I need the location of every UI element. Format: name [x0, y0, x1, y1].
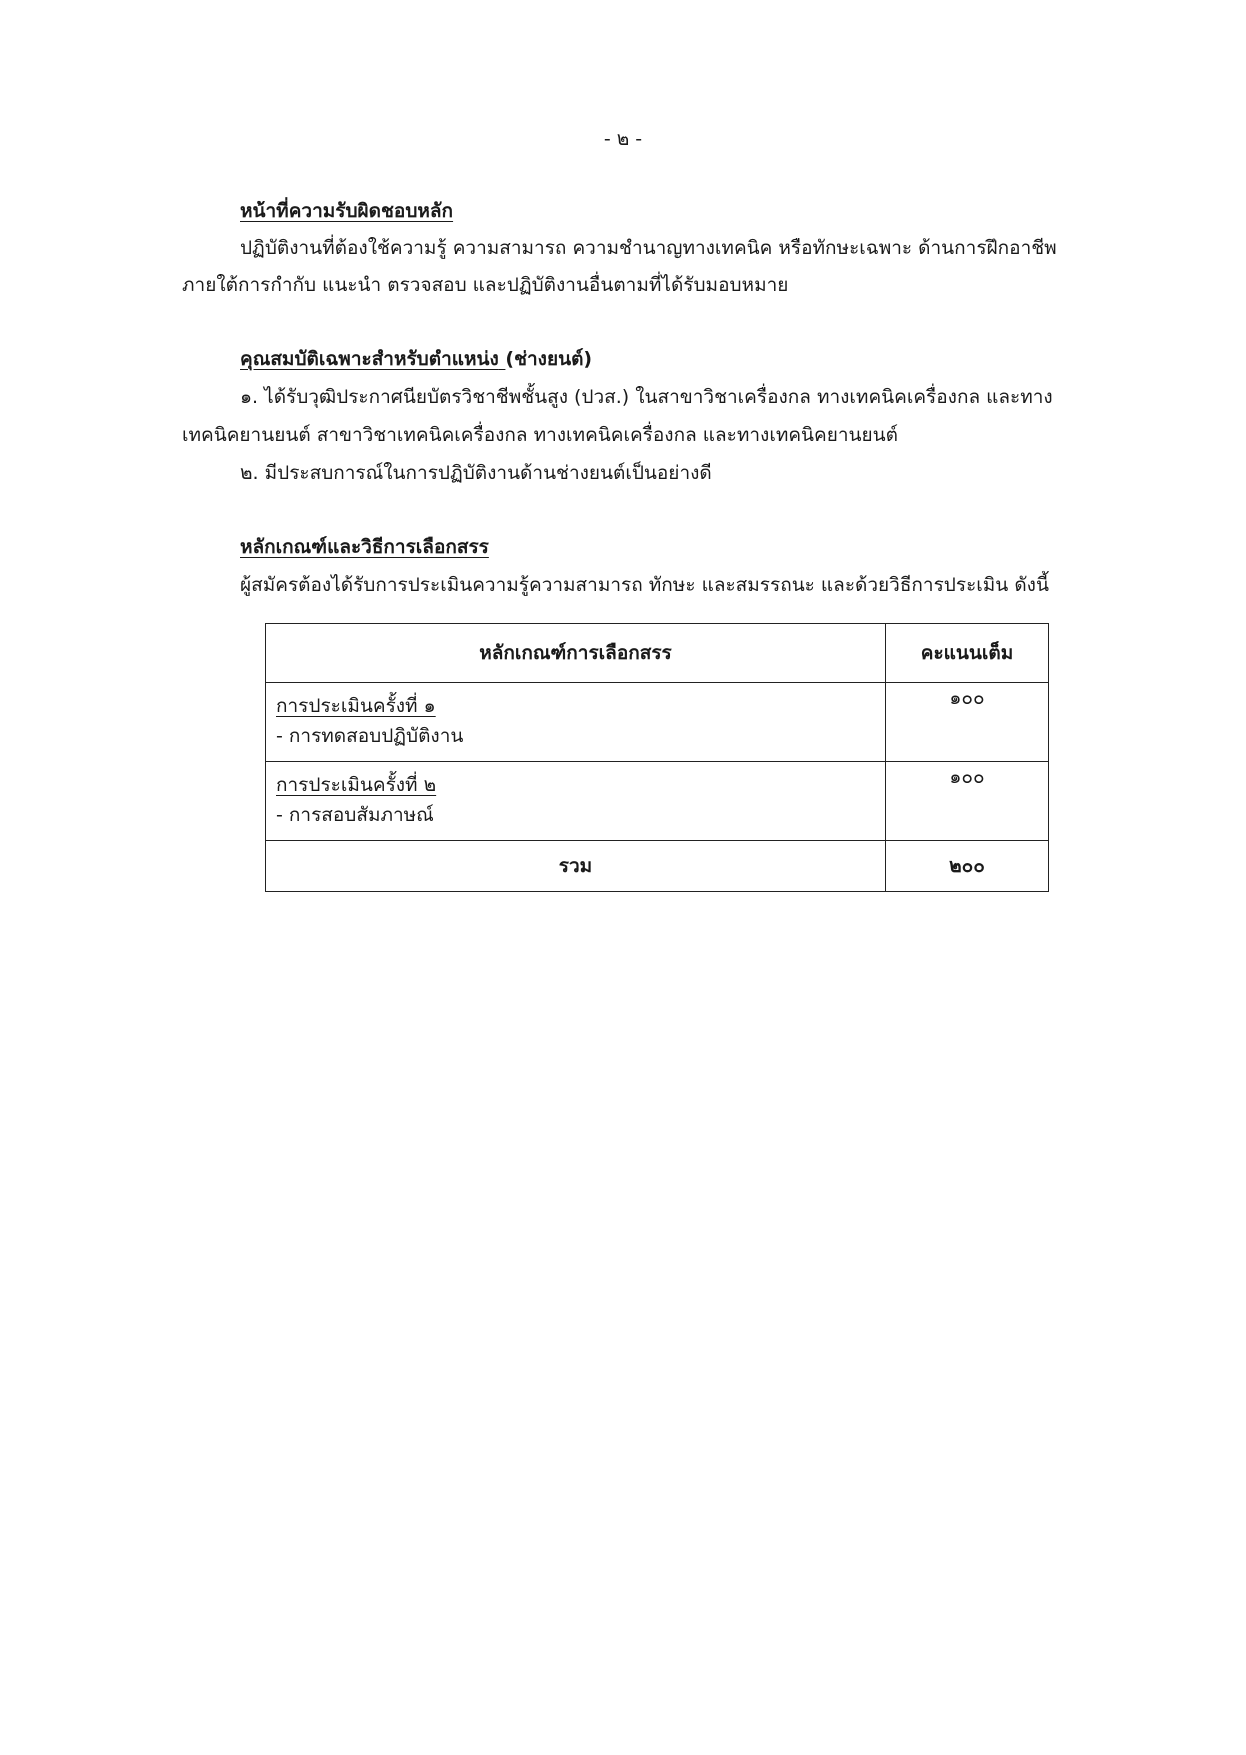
- header-score: คะแนนเต็ม: [886, 624, 1049, 683]
- responsibilities-text-line-1: ปฏิบัติงานที่ต้องใช้ความรู้ ความสามารถ ความชำนาญทางเทคนิค หรือทักษะเฉพาะ ด้านการฝึกอาชีพ: [240, 237, 1057, 259]
- selection-heading: หลักเกณฑ์และวิธีการเลือกสรร: [240, 536, 489, 558]
- round-2-item: - การสอบสัมภาษณ์: [276, 804, 434, 826]
- round-1-item: - การทดสอบปฏิบัติงาน: [276, 725, 464, 747]
- qualifications-heading: [240, 344, 592, 374]
- table-row: [266, 683, 1049, 762]
- selection-criteria-table: [265, 623, 1049, 892]
- qualification-item-1-line-1: ๑. ได้รับวุฒิประกาศนียบัตรวิชาชีพชั้นสูง (ปวส.) ในสาขาวิชาเครื่องกล ทางเทคนิคเครื่องกล และทาง: [240, 386, 1053, 408]
- total-label: รวม: [266, 841, 886, 892]
- responsibilities-heading: หน้าที่ความรับผิดชอบหลัก: [240, 200, 454, 222]
- page-number: - ๒ -: [603, 128, 643, 150]
- header-criteria: หลักเกณฑ์การเลือกสรร: [266, 624, 886, 683]
- criteria-cell: [266, 762, 886, 841]
- table-total-row: [266, 841, 1049, 892]
- selection-intro: ผู้สมัครต้องได้รับการประเมินความรู้ความสามารถ ทักษะ และสมรรถนะ และด้วยวิธีการประเมิน ดังนี้: [240, 574, 1049, 596]
- qualifications-heading-suffix: (ช่างยนต์): [505, 348, 593, 370]
- round-2-score: ๑๐๐: [886, 762, 1049, 841]
- criteria-cell: [266, 683, 886, 762]
- round-1-title: การประเมินครั้งที่ ๑: [276, 695, 436, 717]
- qualification-item-2: ๒. มีประสบการณ์ในการปฏิบัติงานด้านช่างยนต์เป็นอย่างดี: [240, 462, 712, 484]
- table-header-row: [266, 624, 1049, 683]
- table-row: [266, 762, 1049, 841]
- qualifications-heading-title: คุณสมบัติเฉพาะสำหรับตำแหน่ง: [240, 348, 499, 370]
- round-1-score: ๑๐๐: [886, 683, 1049, 762]
- responsibilities-text-line-2: ภายใต้การกำกับ แนะนำ ตรวจสอบ และปฏิบัติงานอื่นตามที่ได้รับมอบหมาย: [182, 274, 789, 296]
- total-score: ๒๐๐: [886, 841, 1049, 892]
- round-2-title: การประเมินครั้งที่ ๒: [276, 774, 437, 796]
- qualification-item-1-line-2: เทคนิคยานยนต์ สาขาวิชาเทคนิคเครื่องกล ทางเทคนิคเครื่องกล และทางเทคนิคยานยนต์: [182, 424, 899, 446]
